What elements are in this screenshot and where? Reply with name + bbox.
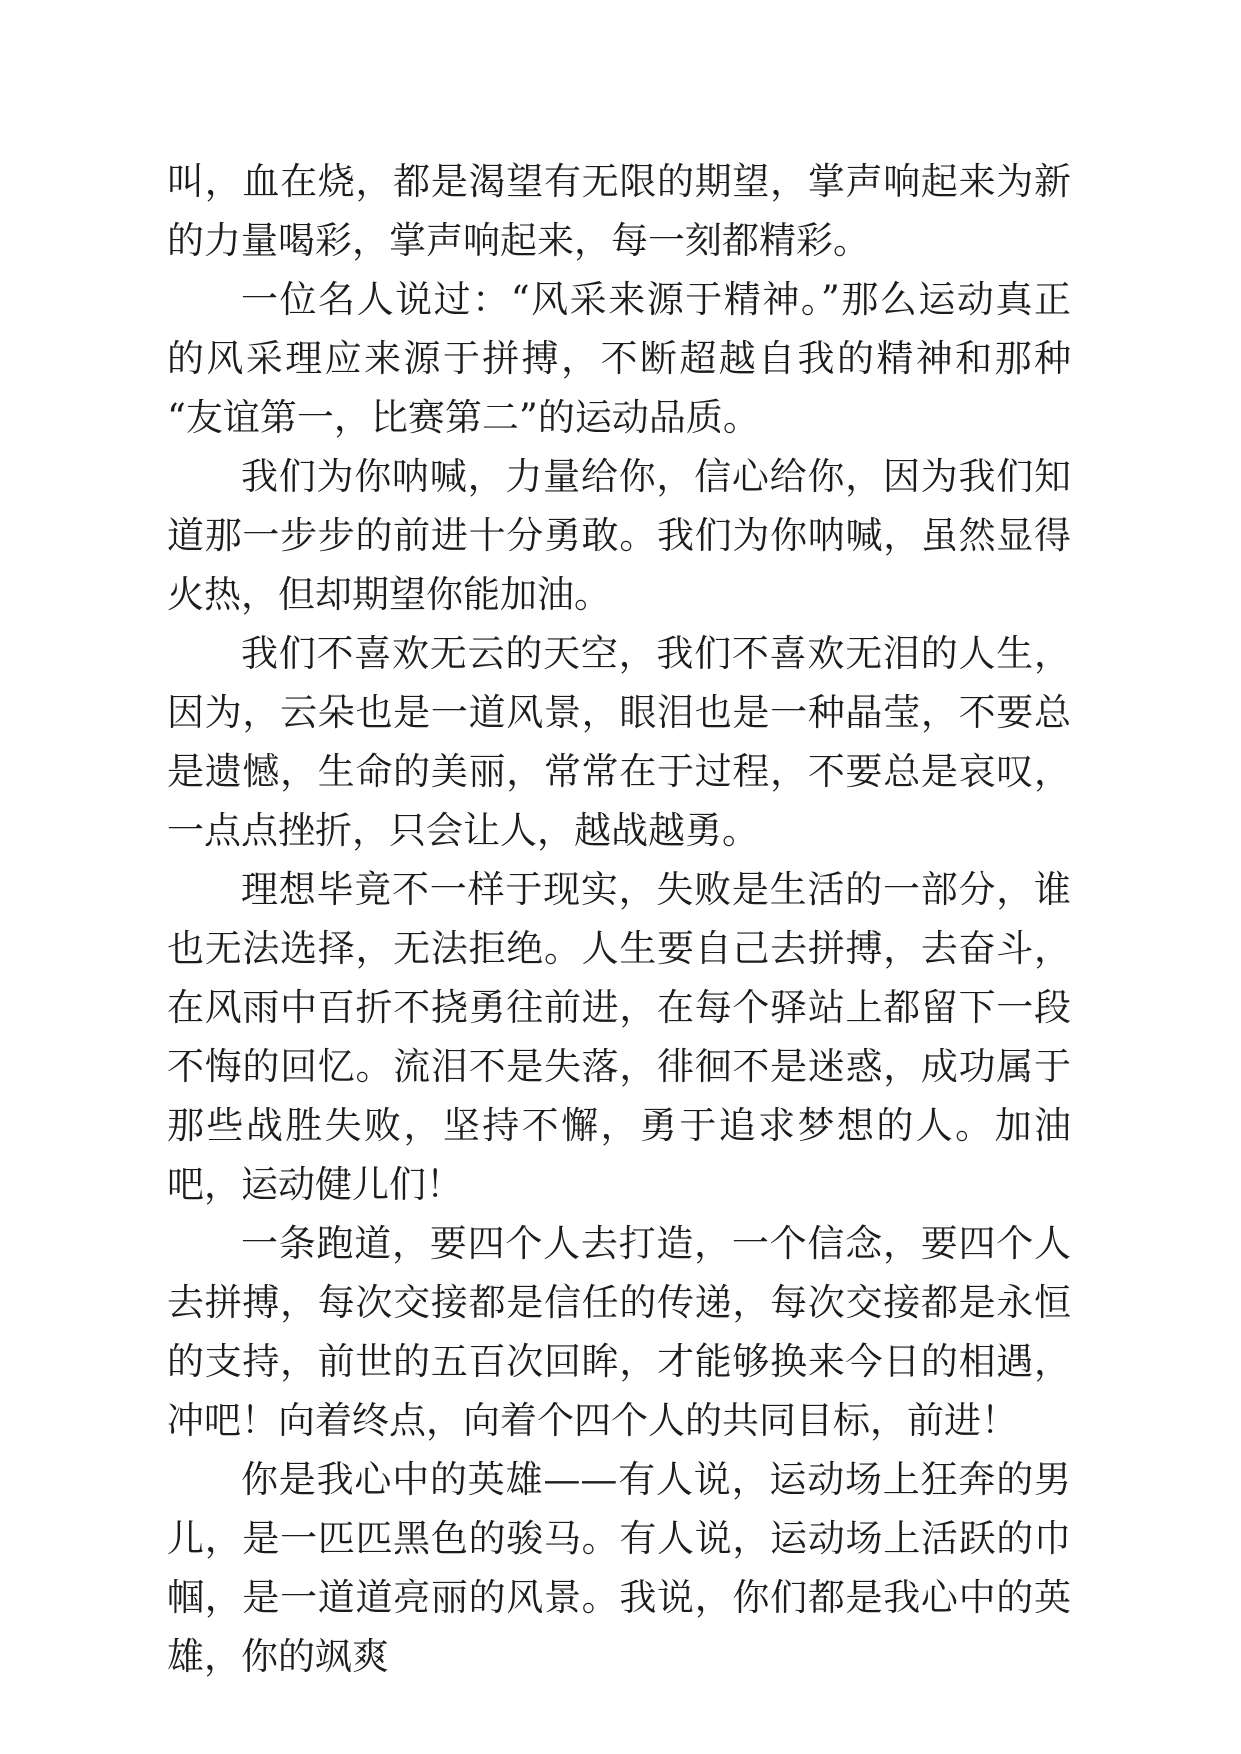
paragraph: 一条跑道，要四个人去打造，一个信念，要四个人去拼搏，每次交接都是信任的传递，每次交接都是永恒的支持，前世的五百次回眸，才能够换来今日的相遇，冲吧！向着终点，向着个四个人的共同目标，前进！ [167,1222,1071,1442]
paragraph: 你是我心中的英雄——有人说，运动场上狂奔的男儿，是一匹匹黑色的骏马。有人说，运动场上活跃的巾帼，是一道道亮丽的风景。我说，你们都是我心中的英雄，你的飒爽 [167,1458,1071,1678]
paragraph: 我们为你呐喊，力量给你，信心给你，因为我们知道那一步步的前进十分勇敢。我们为你呐喊，虽然显得火热，但却期望你能加油。 [167,455,1071,616]
paragraph: 理想毕竟不一样于现实，失败是生活的一部分，谁也无法选择，无法拒绝。人生要自己去拼搏，去奋斗，在风雨中百折不挠勇往前进，在每个驿站上都留下一段不悔的回忆。流泪不是失落，徘徊不是迷惑，成功属于那些战胜失败，坚持不懈，勇于追求梦想的人。加油吧，运动健儿们！ [167,868,1071,1206]
paragraph: 我们不喜欢无云的天空，我们不喜欢无泪的人生，因为，云朵也是一道风景，眼泪也是一种晶莹，不要总是遗憾，生命的美丽，常常在于过程，不要总是哀叹，一点点挫折，只会让人，越战越勇。 [167,632,1071,852]
document-body [167,152,1071,1686]
paragraph: 一位名人说过：“风采来源于精神。”那么运动真正的风采理应来源于拼搏，不断超越自我的精神和那种“友谊第一，比赛第二”的运动品质。 [167,278,1071,439]
paragraph: 叫，血在烧，都是渴望有无限的期望，掌声响起来为新的力量喝彩，掌声响起来，每一刻都精彩。 [167,160,1071,262]
